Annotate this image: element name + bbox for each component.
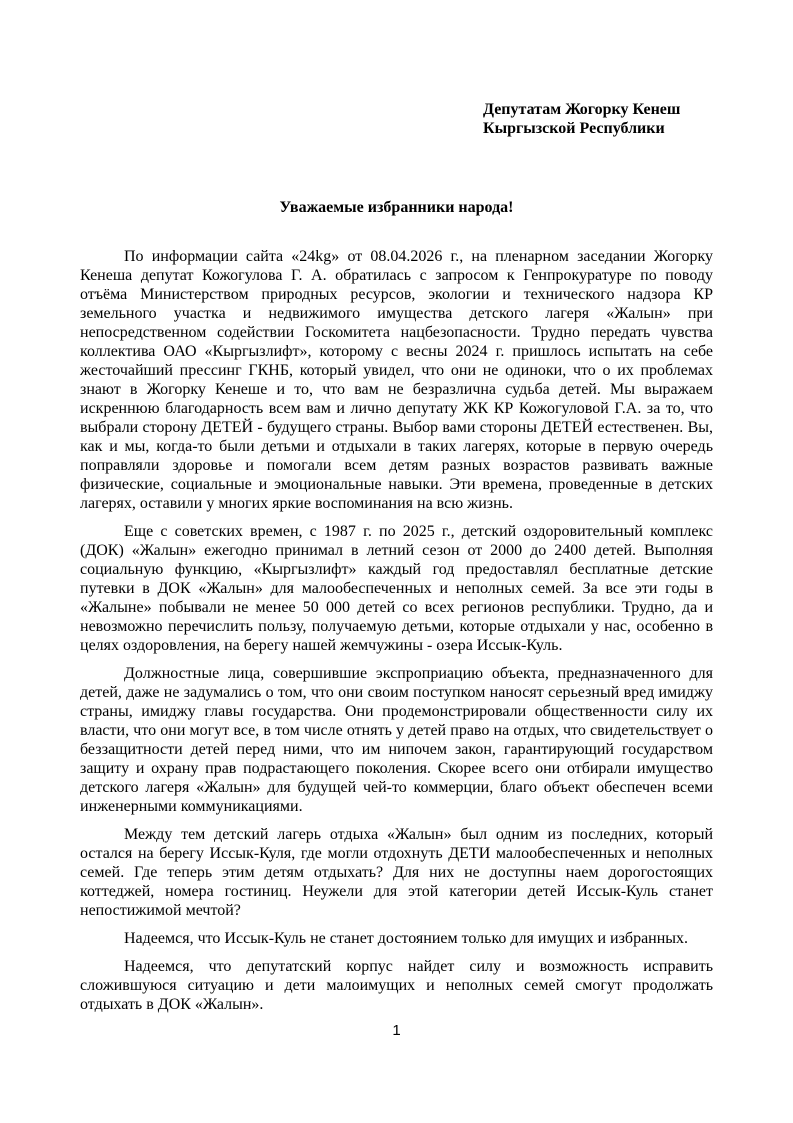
salutation-heading: Уважаемые избранники народа! bbox=[279, 199, 514, 216]
paragraph-hope-issyk-kul: Надеемся, что Иссык-Куль не станет достоянием только для имущих и избранных. bbox=[124, 930, 689, 947]
paragraph-camp-history: Еще с советских времен, с 1987 г. по 2025 г., детский оздоровительный комплекс (ДОК) «Жалын» ежегодно принимал в летний сезон от 2000 до 2400 детей. Выполняя социальную функцию, «Кыргызлифт» каждый год предоставлял бесплатные детские путевки в ДОК «Жалын» для малообеспеченных и неполных семей. За все эти годы в «Жалыне» побывали не менее 50 000 детей со всех регионов республики. Трудно, да и невозможно перечислить пользу, получаемую детьми, которые отдыхали у нас, особенно в целях оздоровления, на берегу нашей жемчужины - озера Иссык-Куль. bbox=[80, 523, 713, 654]
recipient-block bbox=[483, 100, 713, 138]
paragraph-intro-24kg: По информации сайта «24kg» от 08.04.2026 г., на пленарном заседании Жогорку Кенеша депутат Кожогулова Г. А. обратилась с запросом к Генпрокуратуре по поводу отъёма Министерством природных ресурсов, экологии и технического надзора КР земельного участка и недвижимого имущества детского лагеря «Жалын» при непосредственном содействии Госкомитета нацбезопасности. Трудно передать чувства коллектива ОАО «Кыргызлифт», которому с весны 2024 г. пришлось испытать на себе жесточайший прессинг ГКНБ, который увидел, что они не одиноки, что о их проблемах знают в Жогорку Кенеше и то, что вам не безразлична судьба детей. Мы выражаем искреннюю благодарность всем вам и лично депутату ЖК КР Кожогуловой Г.А. за то, что выбрали сторону ДЕТЕЙ - будущего страны. Выбор вами стороны ДЕТЕЙ естественен. Вы, как и мы, когда-то были детьми и отдыхали в таких лагерях, которые в первую очередь поправляли здоровье и помогали всем детям разных возрастов развивать важные физические, социальные и эмоциональные навыки. Эти времена, проведенные в детских лагерях, оставили у многих яркие воспоминания на всю жизнь. bbox=[80, 248, 713, 512]
page-number: 1 bbox=[392, 1022, 401, 1039]
paragraph-last-camp: Между тем детский лагерь отдыха «Жалын» был одним из последних, который остался на берегу Иссык-Куля, где могли отдохнуть ДЕТИ малообеспеченных и неполных семей. Где теперь этим детям отдыхать? Для них не доступны наем дорогостоящих коттеджей, номера гостиниц. Неужели для этой категории детей Иссык-Куль станет непостижимой мечтой? bbox=[80, 826, 713, 919]
recipient-line-2: Кыргызской Республики bbox=[483, 120, 665, 137]
paragraph-hope-deputies: Надеемся, что депутатский корпус найдет силу и возможность исправить сложившуюся ситуацию и дети малоимущих и неполных семей смогут продолжать отдыхать в ДОК «Жалын». bbox=[80, 958, 713, 1013]
recipient-line-1: Депутатам Жогорку Кенеш bbox=[483, 101, 681, 118]
paragraph-officials-expropriation: Должностные лица, совершившие экспроприацию объекта, предназначенного для детей, даже не задумались о том, что они своим поступком наносят серьезный вред имиджу страны, имиджу главы государства. Они продемонстрировали общественности силу их власти, что они могут все, в том числе отнять у детей право на отдых, что свидетельствует о беззащитности детей перед ними, что им нипочем закон, гарантирующий государством защиту и охрану прав подрастающего поколения. Скорее всего они отбирали имущество детского лагеря «Жалын» для будущей чей-то коммерции, благо объект обеспечен всеми инженерными коммуникациями. bbox=[80, 665, 713, 815]
